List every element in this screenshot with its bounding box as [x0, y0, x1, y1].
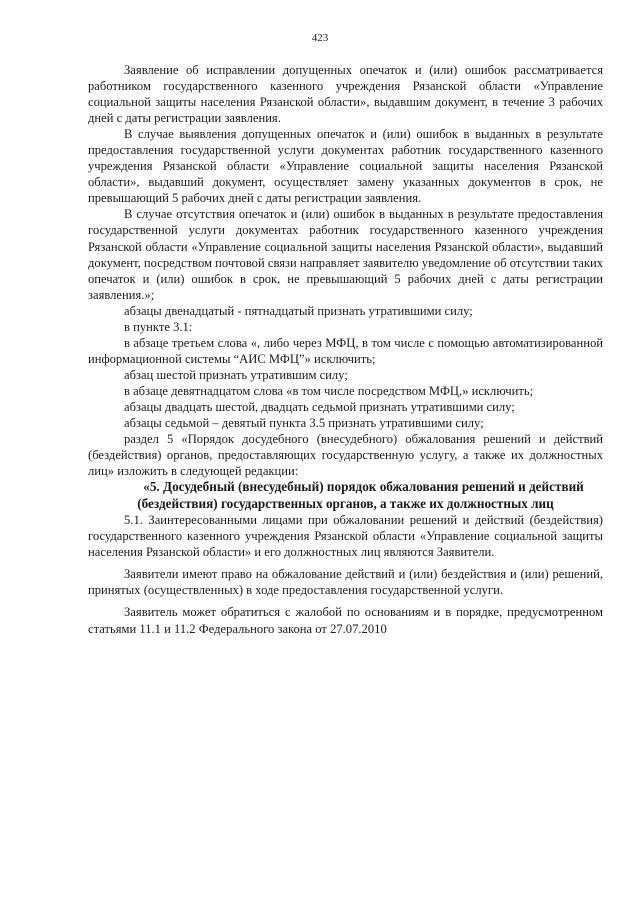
paragraph: абзац шестой признать утратившим силу; [124, 367, 348, 382]
paragraph: абзацы двадцать шестой, двадцать седьмой признать утратившими силу; [124, 399, 515, 414]
document-body [88, 62, 603, 637]
paragraph: 5.1. Заинтересованными лицами при обжаловании решений и действий (бездействия) государственного казенного учреждения Рязанской области «Управление социальной защиты населения Рязанской области» и его должностных лиц являются Заявители. [88, 513, 603, 560]
paragraph: раздел 5 «Порядок досудебного (внесудебного) обжалования решений и действий (бездействия) органов, предоставляющих государственную услугу, а также их должностных лиц» изложить в следующей редакции: [88, 432, 603, 479]
paragraph: Заявители имеют право на обжалование действий и (или) бездействия и (или) решений, принятых (осуществленных) в ходе предоставления государственной услуги. [88, 567, 603, 598]
paragraph: абзацы двенадцатый - пятнадцатый признать утратившими силу; [124, 303, 473, 318]
paragraph: абзацы седьмой – девятый пункта 3.5 признать утратившими силу; [124, 416, 484, 431]
paragraph: в абзаце третьем слова «, либо через МФЦ, в том числе с помощью автоматизированной информационной системы “АИС МФЦ”» исключить; [88, 335, 603, 366]
paragraph: В случае выявления допущенных опечаток и (или) ошибок в выданных в результате предоставления государственной услуги документах работник государственного казенного учреждения Рязанской области «Управление социальной защиты населения Рязанской области», выдавший документ, осуществляет замену указанных документов в срок, не превышающий 5 рабочих дней с даты регистрации заявления. [88, 127, 603, 206]
paragraph: в абзаце девятнадцатом слова «в том числе посредством МФЦ,» исключить; [124, 383, 534, 398]
section-heading: «5. Досудебный (внесудебный) порядок обжалования решений и действий (бездействия) государственных органов, а также их должностных лиц [137, 479, 584, 511]
paragraph: В случае отсутствия опечаток и (или) ошибок в выданных в результате предоставления государственной услуги документах работник государственного казенного учреждения Рязанской области «Управление социальной защиты населения Рязанской области», выдавший документ, посредством почтовой связи направляет заявителю уведомление об отсутствии таких опечаток и (или) ошибок в срок, не превышающий 5 рабочих дней с даты регистрации заявления.»; [88, 207, 603, 302]
paragraph: Заявитель может обратиться с жалобой по основаниям и в порядке, предусмотренном статьями 11.1 и 11.2 Федерального закона от 27.07.2010 [88, 605, 603, 636]
paragraph: Заявление об исправлении допущенных опечаток и (или) ошибок рассматривается работником государственного казенного учреждения Рязанской области «Управление социальной защиты населения Рязанской области», выдавшим документ, в течение 3 рабочих дней с даты регистрации заявления. [88, 63, 603, 126]
paragraph: в пункте 3.1: [124, 319, 193, 334]
page-number: 423 [311, 32, 329, 44]
